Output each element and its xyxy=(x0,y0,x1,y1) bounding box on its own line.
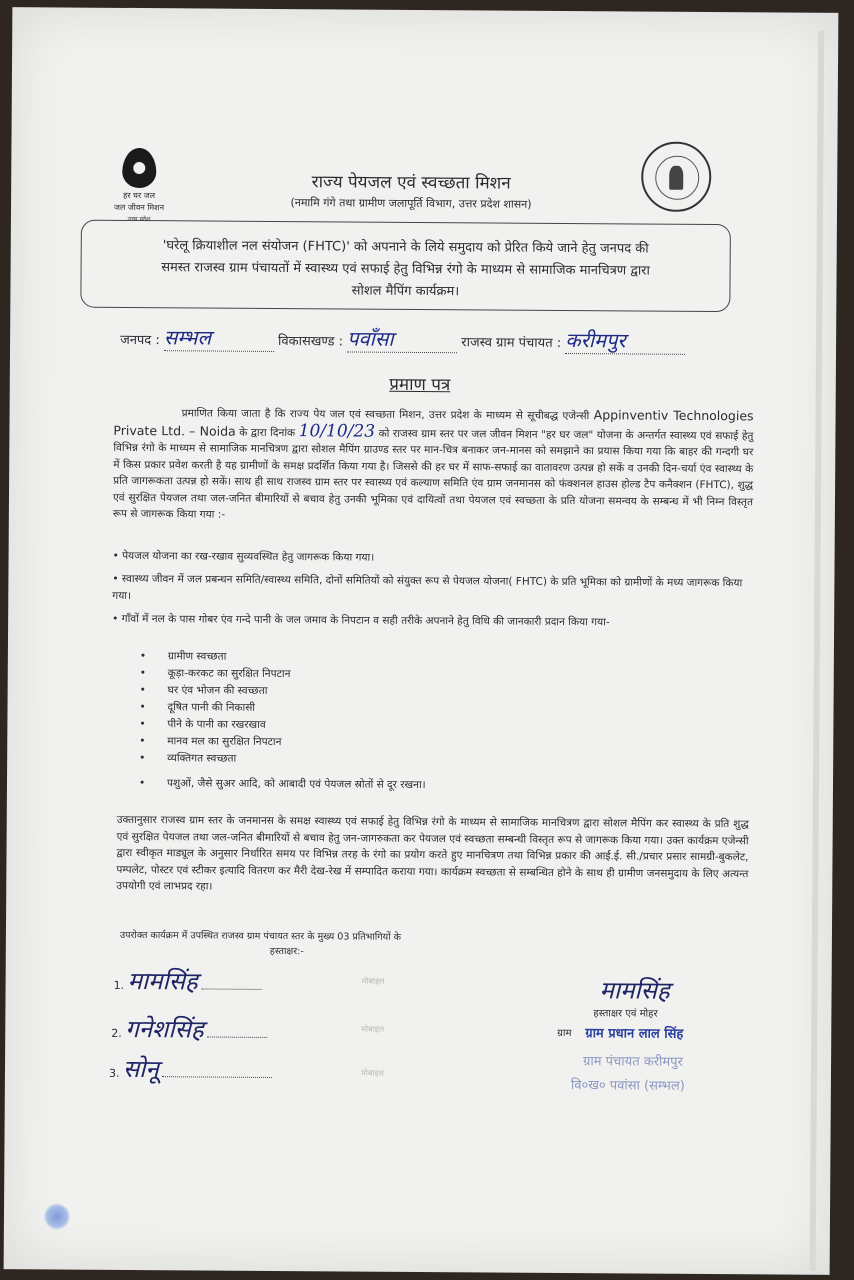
har-ghar-jal-logo xyxy=(107,148,172,224)
program-banner xyxy=(80,220,731,313)
mission-subtitle: (नमामि गंगे तथा ग्रामीण जलापूर्ति विभाग, उत्तर प्रदेश शासन) xyxy=(290,196,532,211)
signature-2: गनेशसिंह xyxy=(125,1014,204,1044)
logo-caption-3: उत्तर प्रदेश xyxy=(127,215,151,224)
participants-note xyxy=(120,928,520,961)
page-edge xyxy=(810,31,825,1271)
signature-row-1: 1. मामसिंह xyxy=(114,964,262,998)
banner-line-2: समस्त राजस्व ग्राम पंचायतों में स्वास्थ्य एवं सफाई हेतु विभिन्न रंगो के माध्यम से सामाजिक मानचित्रण द्वारा xyxy=(161,260,650,279)
list-item: • स्वास्थ्य जीवन में जल प्रबन्धन समिति/स्वास्थ्य समिति, दोनों समितियों को संयुक्त रूप से पेयजल योजना( FHTC) के प्रति भूमिका को ग्रामीणों के मध्य जागरूक किया गया। xyxy=(112,572,743,602)
panchayat-stamp: ग्राम पंचायत करीमपुर xyxy=(583,1054,683,1070)
logo-caption-1: हर घर जल xyxy=(123,190,156,201)
para1-intro: प्रमाणित किया जाता है कि राज्य पेय जल एवं स्वच्छता मिशन, उत्तर प्रदेश के माध्यम से सूचीबद्ध एजेन्सी xyxy=(181,407,590,423)
participants-line-2: हस्ताक्षर:- xyxy=(269,945,304,958)
up-government-emblem-icon xyxy=(641,142,711,212)
block-label: विकासखण्ड : xyxy=(277,333,344,350)
signature-row-3: 3. सोनू xyxy=(109,1052,272,1086)
panchayat-value: करीमपुर xyxy=(565,326,685,355)
list-item: • पीने के पानी का रखरखाव xyxy=(139,718,266,731)
block-stamp: वि०ख० पवांसा (सम्भल) xyxy=(570,1078,685,1094)
district-value: सम्भल xyxy=(164,323,274,352)
list-item: • पशुओं, जैसे सुअर आदि, को आबादी एवं पेयजल स्रोतों से दूर रखना। xyxy=(138,777,426,792)
seal-prefix: ग्राम xyxy=(557,1027,572,1040)
district-label: जनपद : xyxy=(120,332,160,349)
agency-name: Appinventiv Technologies Private Ltd. – Noida xyxy=(113,407,754,439)
signature-seal-label: हस्ताक्षर एवं मोहर xyxy=(593,1008,658,1020)
panchayat-label: राजस्व ग्राम पंचायत : xyxy=(461,335,562,351)
certificate-paragraph-2: उक्तानुसार राजस्व ग्राम स्तर के जनमानस के समक्ष स्वास्थ्य एवं सफाई हेतु विभिन्न रंगो के माध्यम से सामाजिक मानचित्रण द्वारा सोशल मैपिंग कर स्वास्थ्य के प्रति शुद्ध एवं सुरक्षित पेयजल तथा जल-जनित बीमारियों से बचाव हेतु जन-जागरुकता कर पेयजल एवं स्वच्छता सम्बन्धी विस्तृत रूप से जागरूक किया गया। उक्त कार्यक्रम एजेन्सी द्वारा स्वीकृत माड्यूल के अनुसार निर्धारित समय पर विभिन्न तरह के रंगो का प्रयोग करते हुए मानचित्रण तथा विभिन्न प्रकार की आई.ई. सी./प्रचार प्रसार सामग्री-बुकलेट, पम्पलेट, पोस्टर एवं स्टीकर इत्यादि वितरण कर मैरी देख-रेख में सम्पादित कराया गया। कार्यक्रम स्वच्छता से सम्बन्धित होने के साथ ही ग्रामीण जनसमुदाय के लिए अत्यन्त उपयोगी एवं लाभप्रद रहा। xyxy=(116,813,749,893)
mobile-label-1: मोबाइल xyxy=(361,976,385,986)
para1-date-prefix: के द्वारा दिनांक xyxy=(239,426,296,439)
program-date: 10/10/23 xyxy=(298,420,376,442)
document-page xyxy=(4,7,839,1275)
mobile-label-3: मोबाइल xyxy=(360,1068,384,1078)
pradhan-signature: मामसिंह xyxy=(599,976,670,1005)
ink-blot xyxy=(44,1203,70,1229)
participants-line-1: उपरोक्त कार्यक्रम में उपस्थित राजस्व ग्राम पंचायत स्तर के मुख्य 03 प्रतिभागियों के xyxy=(119,929,401,943)
banner-line-3: सोशल मैपिंग कार्यक्रम। xyxy=(351,283,460,300)
certificate-paragraph-1 xyxy=(113,404,754,527)
awareness-list xyxy=(112,548,753,638)
mobile-label-2: मोबाइल xyxy=(361,1024,385,1034)
banner-line-1: 'घरेलू क्रियाशील नल संयोजन (FHTC)' को अपनाने के लिये समुदाय को प्रेरित किये जाने हेतु जनपद की xyxy=(162,238,649,257)
para1-body: को राजस्व ग्राम स्तर पर जल जीवन मिशन "हर घर जल" योजना के अन्तर्गत स्वास्थ्य एवं सफाई हेतु विभिन्न रंगो के माध्यम से सामाजिक मानचित्रण द्वारा सोशल मैपिंग ग्राउण्ड स्तर पर मान-चित्र बनाकर जन-मानस को समझाने का प्रयास किया गया कि बाहर की गन्दगी घर में किस प्रकार प्रवेश करती है यह ग्रामीणों के समक्ष प्रदर्शित किया गया है। जिससे की हर घर में साफ-सफाई का वातावरण उत्पन्न हो सकें व उनकी दिन-चर्या एंव स्वास्थ्य के प्रति जागरूकता उत्पन्न हो सकें। साथ ही साथ राजस्व ग्राम स्तर पर स्वास्थ्य एवं कल्याण समिति एंव ग्राम जनमानस को फंक्शनल हाउस होल्ड टैप कनैक्शन (FHTC), शुद्ध एवं सुरक्षित पेयजल तथा जल-जनित बीमारियों से बचाव हेतु उनकी भूमिका एवं दायित्वों तथा पेयजल एवं स्वच्छता के प्रति योजना समन्वय के सम्बन्ध में भी निम्न विस्तृत रूप से जागरूक किया गया :- xyxy=(112,427,754,521)
water-drop-icon xyxy=(122,148,156,188)
location-fields xyxy=(120,323,760,355)
pradhan-stamp: ग्राम प्रधान लाल सिंह xyxy=(585,1026,684,1042)
mission-title: राज्य पेयजल एवं स्वच्छता मिशन xyxy=(311,172,511,194)
list-item: • कूड़ा-करकट का सुरक्षित निपटान xyxy=(139,667,291,681)
hygiene-topics-list xyxy=(139,648,640,795)
list-item: • गाँवों में नल के पास गोबर एंव गन्दे पानी के जल जमाव के निपटान व सही तरीके अपनाने हेतु विधि की जानकारी प्रदान किया गया- xyxy=(112,612,610,629)
signature-1: मामसिंह xyxy=(127,966,198,996)
list-item: • ग्रामीण स्वच्छता xyxy=(139,650,227,663)
list-item: • घर एंव भोजन की स्वच्छता xyxy=(139,684,268,697)
list-item: • व्यक्तिगत स्वच्छता xyxy=(139,752,237,765)
signature-3: सोनू xyxy=(122,1054,159,1084)
list-item: • दूषित पानी की निकासी xyxy=(139,701,256,714)
logo-caption-2: जल जीवन मिशन xyxy=(113,202,165,213)
list-item: • मानव मल का सुरक्षित निपटान xyxy=(139,735,282,749)
certificate-heading: प्रमाण पत्र xyxy=(389,374,451,396)
signature-row-2: 2. गनेशसिंह xyxy=(111,1012,267,1046)
list-item: • पेयजल योजना का रख-रखाव सुव्यवस्थित हेतु जागरूक किया गया। xyxy=(112,549,375,564)
block-value: पवाँसा xyxy=(347,324,457,353)
